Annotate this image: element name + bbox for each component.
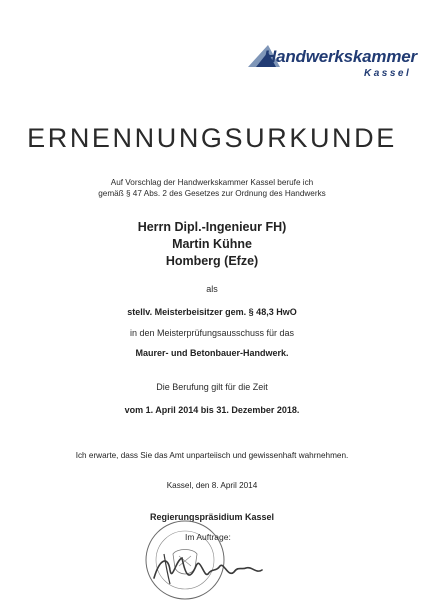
intro-line-2: gemäß § 47 Abs. 2 des Gesetzes zur Ordnung des Handwerks bbox=[98, 189, 326, 198]
als-text: als bbox=[206, 284, 218, 294]
authority-name: Regierungspräsidium Kassel bbox=[149, 512, 275, 522]
expectation-text: Ich erwarte, dass Sie das Amt unparteiisch und gewissenhaft wahrnehmen. bbox=[75, 451, 349, 460]
handwerkskammer-logo bbox=[246, 43, 416, 83]
logo-city: Kassel bbox=[364, 68, 412, 79]
appointee-name: Martin Kühne bbox=[172, 237, 252, 251]
logo-name: Handwerkskammer bbox=[264, 47, 417, 66]
role-text: stellv. Meisterbeisitzer gem. § 48,3 HwO bbox=[127, 307, 297, 317]
committee-text: in den Meisterprüfungsausschuss für das bbox=[129, 328, 295, 338]
document-title: ERNENNUNGSURKUNDE bbox=[27, 123, 397, 153]
on-behalf-text: Im Auftrage: bbox=[185, 532, 231, 542]
intro-line-1: Auf Vorschlag der Handwerkskammer Kassel berufe ich bbox=[110, 178, 314, 187]
trade-text: Maurer- und Betonbauer-Handwerk. bbox=[135, 348, 289, 358]
place-date: Kassel, den 8. April 2014 bbox=[166, 481, 258, 490]
appointee-title: Herrn Dipl.-Ingenieur FH) bbox=[137, 220, 287, 234]
period-text: vom 1. April 2014 bis 31. Dezember 2018. bbox=[124, 405, 300, 415]
period-label: Die Berufung gilt für die Zeit bbox=[156, 382, 268, 392]
handwritten-signature bbox=[150, 548, 280, 588]
appointee-city: Homberg (Efze) bbox=[165, 254, 259, 268]
